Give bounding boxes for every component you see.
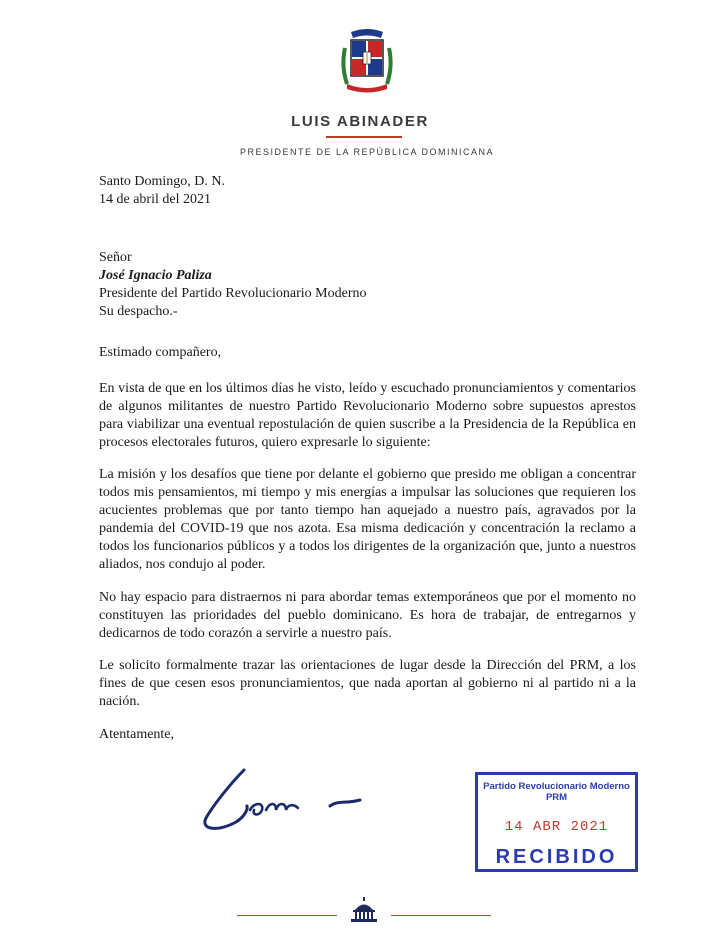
date: 14 de abril del 2021: [99, 192, 211, 207]
header-divider: [326, 136, 402, 138]
handwritten-signature-icon: [192, 760, 372, 840]
recipient-closing-line: Su despacho.-: [99, 304, 178, 319]
recipient-position: Presidente del Partido Revolucionario Moderno: [99, 286, 367, 301]
body-paragraph: No hay espacio para distraernos ni para abordar temas extemporáneos que por el momento no constituyen las prioridades del pueblo dominicano. Es hora de trabajar, de entregarnos y dedicarnos de todo corazón a servirle a nuestro país.: [99, 590, 636, 641]
recipient-name: José Ignacio Paliza: [99, 268, 212, 283]
footer-divider-left: [237, 915, 337, 916]
sender-title: PRESIDENTE DE LA REPÚBLICA DOMINICANA: [239, 147, 495, 157]
body-paragraph: En vista de que en los últimos días he visto, leído y escuchado pronunciamientos y comentarios de algunos militantes de nuestro Partido Revolucionario Moderno sobre supuestos aprestos para viabilizar una eventual repostulación de quien suscribe a la Presidencia de la República en procesos electorales futuros, quiero expresarle lo siguiente:: [99, 381, 636, 450]
capitol-dome-icon: [349, 897, 379, 923]
received-stamp: [475, 772, 638, 872]
recipient-honorific: Señor: [99, 250, 132, 265]
recipient-block: [99, 249, 367, 321]
stamp-organization: Partido Revolucionario Moderno: [483, 781, 630, 792]
sender-name: LUIS ABINADER: [291, 113, 429, 130]
stamp-status: RECIBIDO: [495, 846, 618, 868]
body-paragraph: La misión y los desafíos que tiene por delante el gobierno que presido me obligan a concentrar todos mis pensamientos, mi tiempo y mis energías a impulsar las soluciones que requieren los acucientes problemas que por tanto tiempo han aquejado a nuestro país, agravados por la pandemia del COVID-19 que nos azota. Esa misma dedicación y concentración la reclamo a todos los funcionarios públicos y a todos los dirigentes de la organización que, junto a nuestros aliados, nos condujo al poder.: [99, 467, 636, 572]
closing: Atentamente,: [99, 727, 175, 742]
footer-divider-right: [391, 915, 491, 916]
coat-of-arms-icon: [337, 26, 397, 96]
place: Santo Domingo, D. N.: [99, 174, 225, 189]
salutation: Estimado compañero,: [99, 345, 222, 360]
stamp-date: 14 ABR 2021: [504, 819, 609, 835]
place-date-block: [99, 173, 225, 209]
body-paragraph: Le solicito formalmente trazar las orientaciones de lugar desde la Dirección del PRM, a los fines de que cesen esos pronunciamientos, que nada aportan al gobierno ni al partido ni a la nación.: [99, 658, 636, 709]
stamp-acronym: PRM: [545, 792, 568, 803]
